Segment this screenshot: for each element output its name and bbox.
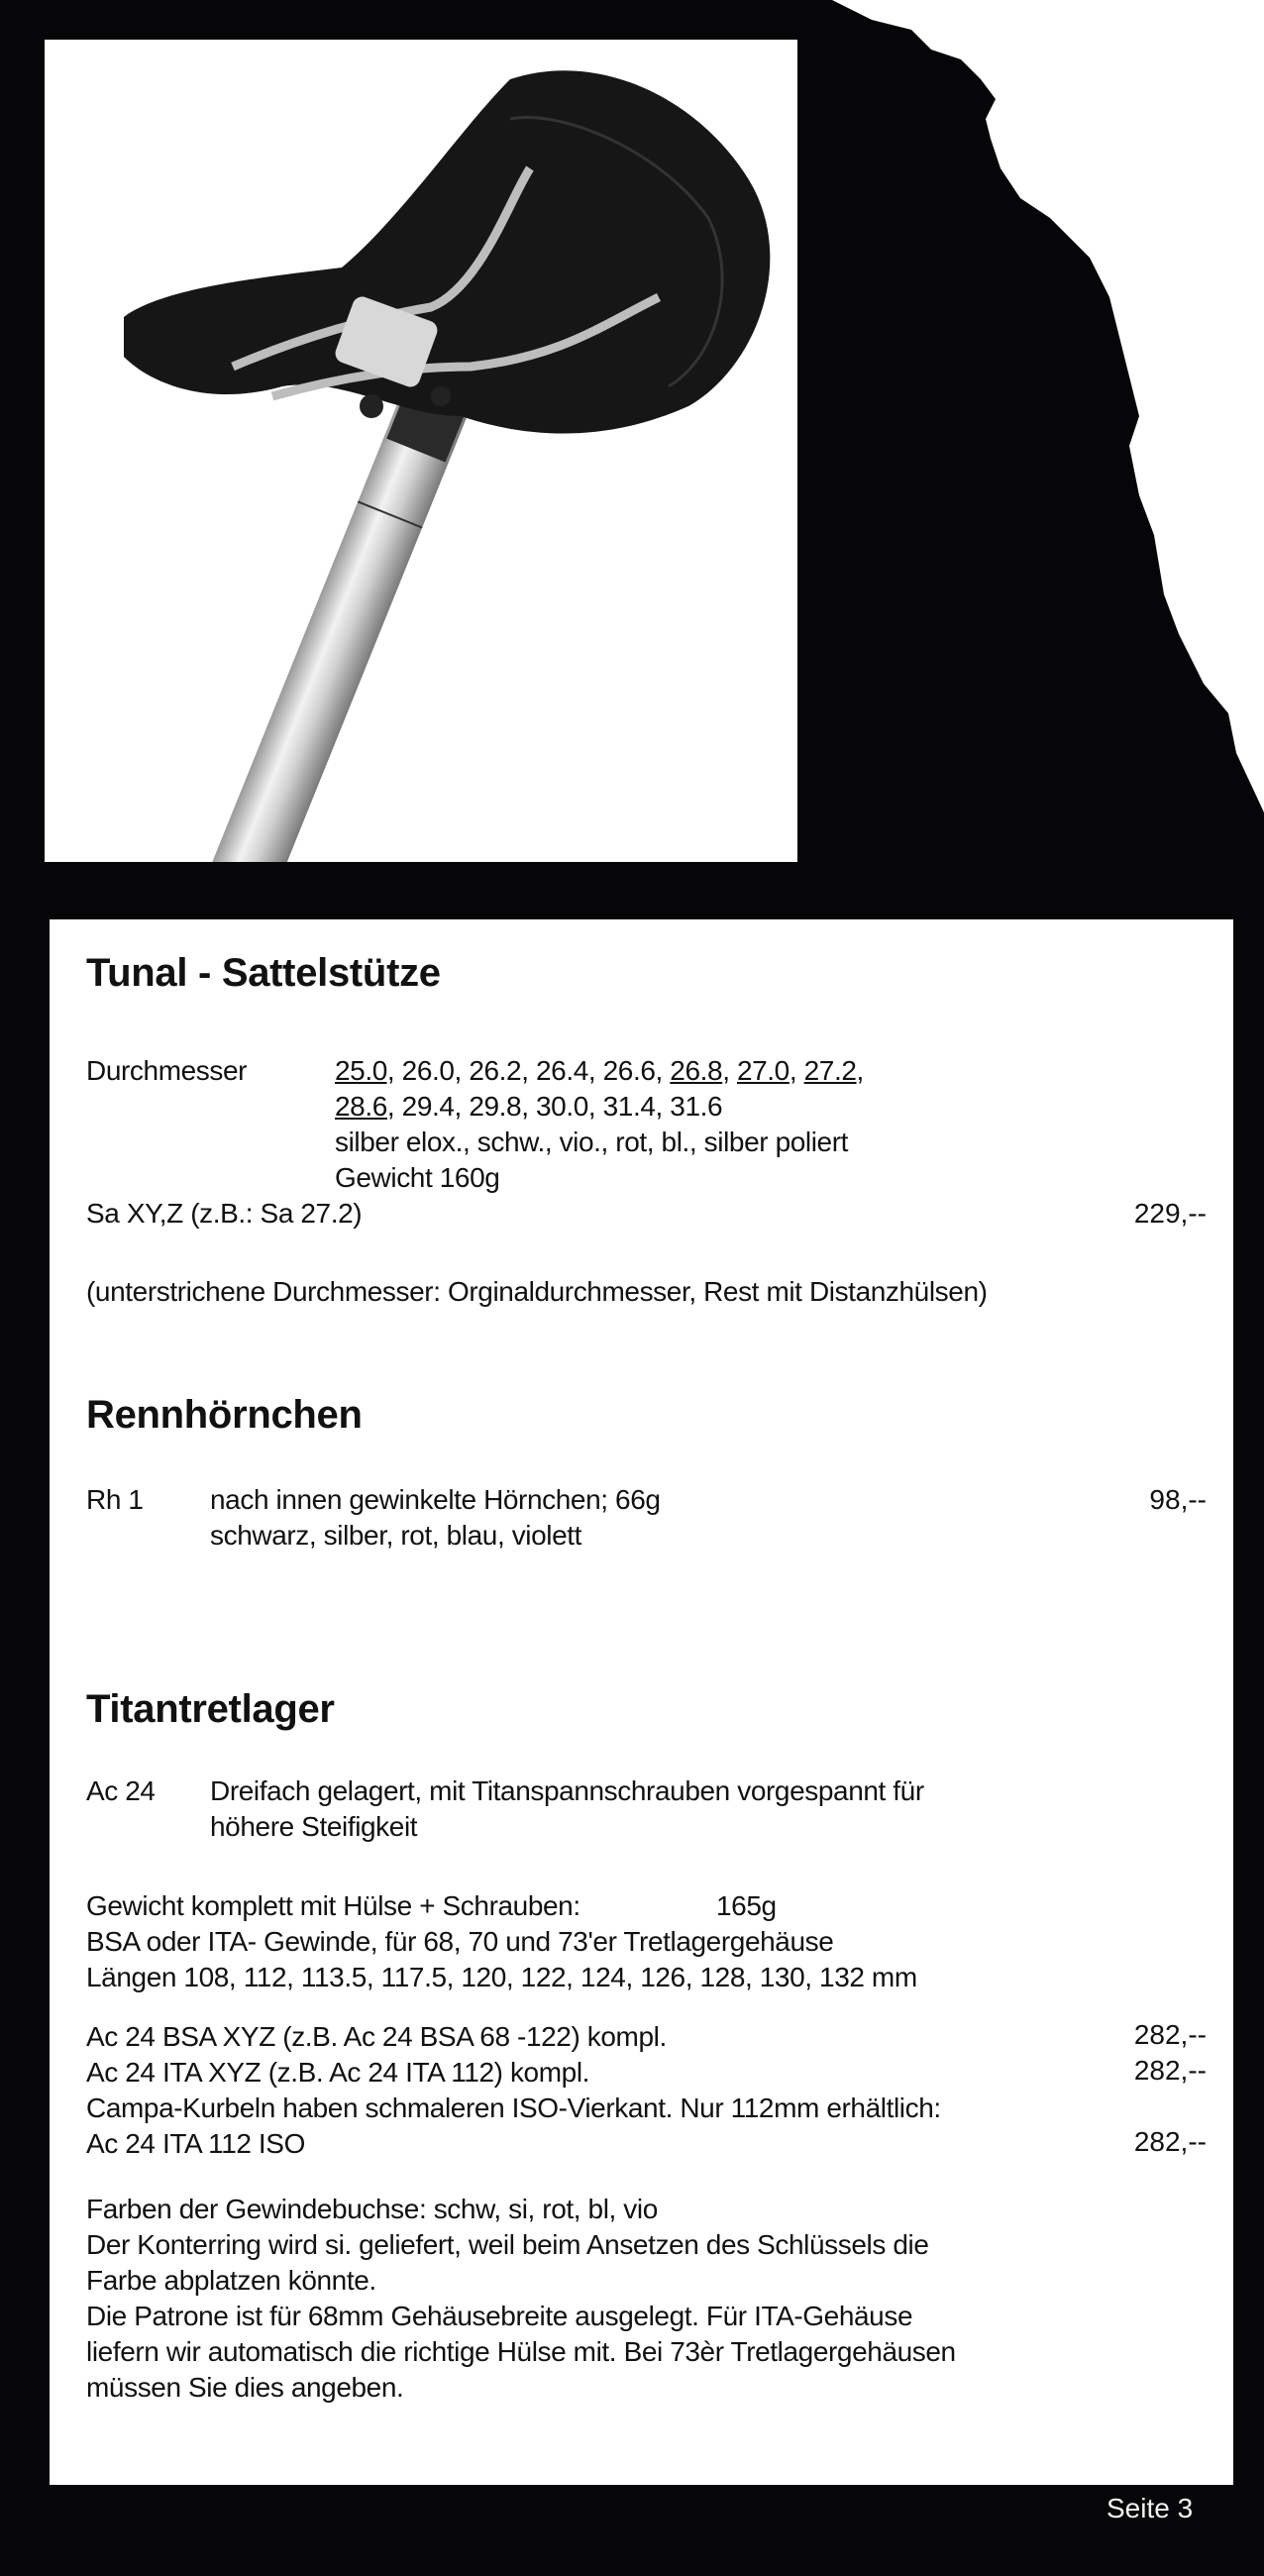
campa-note: Campa-Kurbeln haben schmaleren ISO-Vierkant. Nur 112mm erhältlich:: [86, 2093, 941, 2123]
order-item-label: Ac 24 ITA XYZ (z.B. Ac 24 ITA 112) kompl.: [86, 2057, 590, 2088]
note-line: müssen Sie dies angeben.: [86, 2372, 404, 2403]
product-code: Ac 24: [86, 1775, 156, 1806]
note-line: Farben der Gewindebuchse: schw, si, rot, bl, vio: [86, 2194, 658, 2224]
section-title-sattelstuetze: Tunal - Sattelstütze: [86, 951, 441, 995]
note-line: Farbe abplatzen könnte.: [86, 2265, 376, 2296]
price: 98,--: [1149, 1484, 1207, 1515]
section-title-rennhoernchen: Rennhörnchen: [86, 1393, 363, 1437]
original-diameter: 27.2: [803, 1055, 857, 1086]
weight-label: Gewicht komplett mit Hülse + Schrauben:: [86, 1890, 580, 1921]
original-diameter: 27.0: [736, 1055, 790, 1086]
weight-value: 165g: [716, 1890, 777, 1921]
diameter-text: ,: [856, 1055, 864, 1086]
diameter-label: Durchmesser: [86, 1055, 248, 1086]
saddle: [124, 70, 770, 433]
original-diameter: 26.8: [670, 1055, 723, 1086]
order-item-price: 282,--: [1133, 2019, 1207, 2050]
note-line: liefern wir automatisch die richtige Hülse mit. Bei 73èr Tretlagergehäusen: [86, 2336, 956, 2367]
price: 229,--: [1133, 1198, 1207, 1229]
original-diameter: 28.6: [335, 1091, 387, 1122]
product-photo: [45, 40, 797, 862]
diameter-text: ,: [722, 1055, 737, 1086]
catalog-content: [50, 919, 1233, 2485]
page-number: Seite 3: [1106, 2493, 1194, 2523]
order-item-price: 282,--: [1133, 2126, 1207, 2157]
order-item-label: Ac 24 BSA XYZ (z.B. Ac 24 BSA 68 -122) kompl.: [86, 2021, 667, 2052]
thread-info: BSA oder ITA- Gewinde, für 68, 70 und 73'er Tretlagergehäuse: [86, 1926, 834, 1957]
section-title-titantretlager: Titantretlager: [86, 1687, 335, 1731]
note-line: Die Patrone ist für 68mm Gehäusebreite ausgelegt. Für ITA-Gehäuse: [86, 2301, 913, 2331]
order-code: Sa XY,Z (z.B.: Sa 27.2): [86, 1198, 363, 1229]
color-options: schwarz, silber, rot, blau, violett: [210, 1520, 582, 1551]
diameter-note: (unterstrichene Durchmesser: Orginaldurchmesser, Rest mit Distanzhülsen): [86, 1276, 988, 1307]
lengths-info: Längen 108, 112, 113.5, 117.5, 120, 122, 124, 126, 128, 130, 132 mm: [86, 1962, 917, 1992]
product-description: nach innen gewinkelte Hörnchen; 66g: [210, 1484, 661, 1515]
product-description: Dreifach gelagert, mit Titanspannschrauben vorgespannt für: [210, 1775, 924, 1806]
product-description-cont: höhere Steifigkeit: [210, 1811, 418, 1842]
order-item-price: 282,--: [1133, 2055, 1207, 2086]
saddle-seatpost-image: [45, 40, 797, 862]
weight: Gewicht 160g: [335, 1162, 500, 1193]
diameter-text: ,: [789, 1055, 804, 1086]
order-item-label: Ac 24 ITA 112 ISO: [86, 2128, 305, 2159]
diameter-list-line1: [335, 1053, 864, 1089]
color-options: silber elox., schw., vio., rot, bl., silber poliert: [335, 1127, 849, 1157]
diameter-list-line2: [335, 1089, 722, 1125]
note-line: Der Konterring wird si. geliefert, weil beim Ansetzen des Schlüssels die: [86, 2229, 929, 2260]
product-code: Rh 1: [86, 1484, 144, 1515]
original-diameter: 25.0,: [335, 1055, 395, 1086]
diameter-text: 26.0, 26.2, 26.4, 26.6,: [394, 1055, 671, 1086]
diameter-text: , 29.4, 29.8, 30.0, 31.4, 31.6: [386, 1091, 723, 1122]
